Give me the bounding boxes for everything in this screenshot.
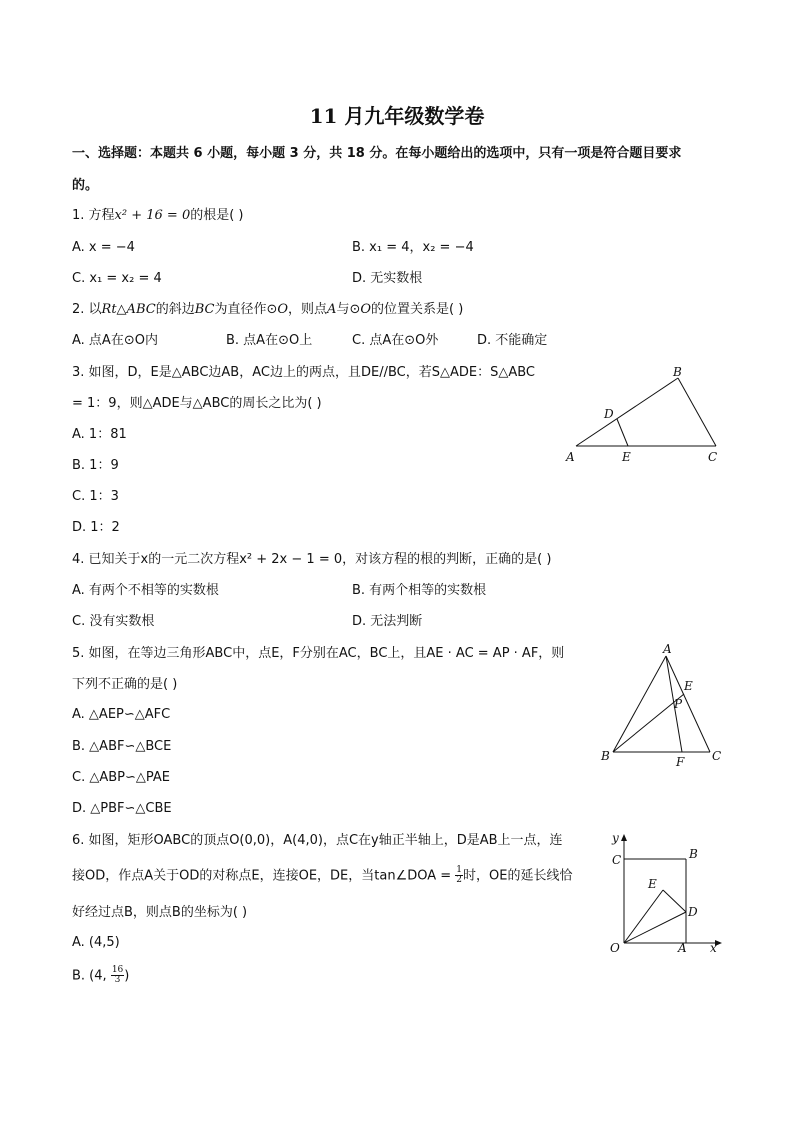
fraction-numerator: 1 [456,865,463,875]
q4-option-b: B. 有两个相等的实数根 [352,583,487,598]
question-5-stem-line1: 5. 如图，在等边三角形ABC中，点E，F分别在AC，BC上，且AE · AC = AP · AF，则 [72,646,565,661]
q6-opt-b-suffix: ) [124,968,130,984]
segment-OE [624,890,663,943]
q1-option-d: D. 无实数根 [352,271,423,286]
label-O: O [610,941,620,955]
label-F: F [676,755,685,769]
q1-stem-b: 的根是( ) [190,208,244,223]
section-header-cont: 的。 [72,178,99,193]
q5-equilateral-figure [596,642,732,772]
q1-stem-math: x² + 16 = 0 [114,208,191,223]
label-A: A [566,450,575,464]
fraction-sixteen-thirds [111,966,124,986]
q2-option-a: A. 点A在⊙O内 [72,333,158,348]
q5-option-a: A. △AEP∽△AFC [72,707,171,722]
q2-stem-m3: O [277,302,289,317]
segment-DE [617,419,628,446]
segment-BC [678,378,716,446]
q1-option-a: A. x = −4 [72,240,135,255]
q5-option-c: C. △ABP∽△PAE [72,770,170,785]
segment-AC [666,656,710,752]
q4-option-a: A. 有两个不相等的实数根 [72,583,219,598]
question-6-stem-line2 [72,866,572,886]
q2-stem-b: 的斜边 [155,302,195,317]
q2-option-b: B. 点A在⊙O上 [226,333,313,348]
q2-stem-m4: A [327,302,337,317]
question-1-stem [72,208,244,224]
label-D: D [604,407,614,421]
question-5-stem-line2: 下列不正确的是( ) [72,677,178,692]
q2-stem-m1: Rt△ABC [101,302,156,317]
q1-option-b: B. x₁ = 4，x₂ = −4 [352,240,474,255]
question-6-stem-line3: 好经过点B，则点B的坐标为( ) [72,905,248,920]
q2-stem-a: 2. 以 [72,302,102,317]
label-P: P [674,697,683,711]
q6-stem2-b: 时，OE的延长线恰 [463,868,573,884]
q1-stem-a: 1. 方程 [72,208,115,223]
q2-option-d: D. 不能确定 [477,333,548,348]
q4-option-c: C. 没有实数根 [72,614,155,629]
q2-stem-f: 的位置关系是( ) [371,302,464,317]
segment-ED [663,890,686,912]
segment-AB [576,378,678,446]
label-C: C [708,450,718,464]
page-title: 11 月九年级数学卷 [309,104,485,128]
fraction-numerator: 16 [111,965,124,975]
fraction-one-half [455,866,463,886]
q2-stem-c: 为直径作⊙ [214,302,278,317]
q2-stem-m2: BC [194,302,215,317]
q1-option-c: C. x₁ = x₂ = 4 [72,271,162,286]
label-B: B [689,847,698,861]
question-6-stem-line1: 6. 如图，矩形OABC的顶点O(0,0)，A(4,0)，点C在y轴正半轴上，D是AB上一点，连 [72,833,563,848]
q2-option-c: C. 点A在⊙O外 [352,333,439,348]
label-E: E [648,877,657,891]
section-header: 一、选择题：本题共 6 小题，每小题 3 分，共 18 分。在每小题给出的选项中，只有一项是符合题目要求 [72,146,682,161]
label-y: y [612,831,619,845]
label-A: A [678,941,687,955]
q5-option-d: D. △PBF∽△CBE [72,801,172,816]
q3-triangle-figure [560,360,730,470]
q3-option-a: A. 1：81 [72,427,127,442]
question-2-stem [72,302,463,318]
q2-stem-d: ，则点 [288,302,328,317]
label-A: A [663,642,672,656]
label-E: E [684,679,693,693]
label-B: B [601,749,610,763]
fraction-denominator: 3 [114,975,121,986]
q3-option-b: B. 1：9 [72,458,119,473]
fraction-denominator: 2 [456,875,463,886]
q2-stem-e: 与⊙ [336,302,361,317]
q6-option-b [72,966,129,986]
question-4-stem: 4. 已知关于x的一元二次方程x² + 2x − 1 = 0，对该方程的根的判断，正确的是( ) [72,552,552,567]
label-C: C [612,853,622,867]
q4-option-d: D. 无法判断 [352,614,423,629]
question-3-stem-line1: 3. 如图，D，E是△ABC边AB，AC边上的两点，且DE//BC，若S△ADE：S△ABC [72,365,535,380]
label-B: B [673,365,682,379]
label-E: E [622,450,631,464]
segment-OD [624,912,686,943]
y-axis-arrow-icon [621,834,627,841]
segment-AB [613,656,666,752]
q6-stem2-a: 接OD，作点A关于OD的对称点E，连接OE，DE，当tan∠DOA = [72,868,452,884]
label-x: x [710,941,717,955]
label-C: C [712,749,722,763]
question-3-stem-line2: = 1：9，则△ADE与△ABC的周长之比为( ) [72,396,322,411]
q3-option-c: C. 1：3 [72,489,119,504]
q5-option-b: B. △ABF∽△BCE [72,739,172,754]
q2-stem-m5: O [360,302,372,317]
q6-option-a: A. (4,5) [72,935,120,950]
label-D: D [688,905,698,919]
q6-rectangle-figure [600,828,730,958]
q3-option-d: D. 1：2 [72,520,120,535]
q6-opt-b-prefix: B. (4, [72,968,107,984]
